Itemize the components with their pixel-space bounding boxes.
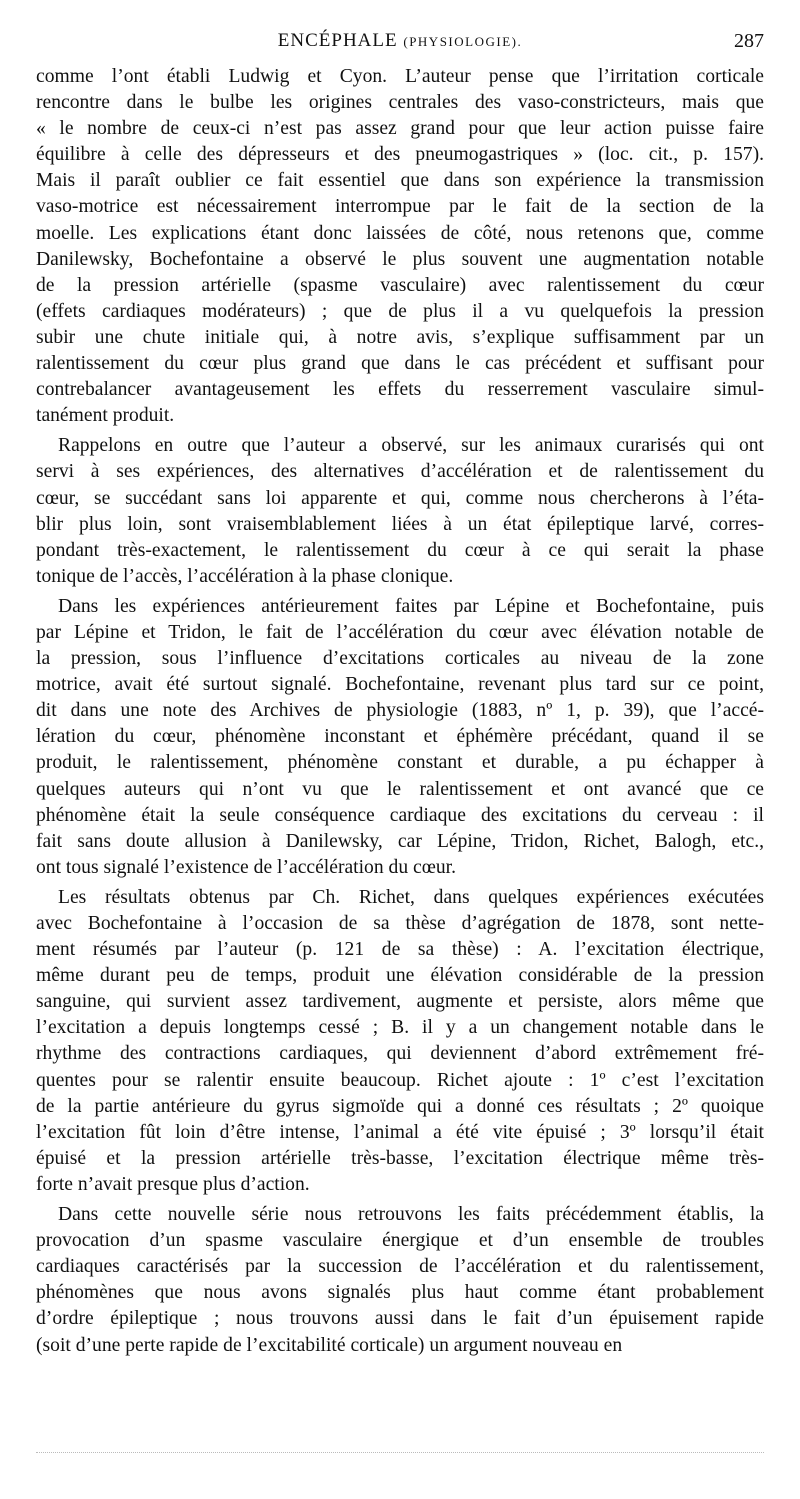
text-line: Danilewsky, Bochefontaine a observé le plus souvent une augmentation notable [36, 248, 764, 270]
text-line: ralentissement du cœur plus grand que dans le cas précédent et suffisant pour [36, 353, 764, 375]
text-line: l’excitation fût loin d’être intense, l’animal a été vite épuisé ; 3º lorsqu’il était [36, 1121, 764, 1143]
text-line: motrice, avait été surtout signalé. Bochefontaine, revenant plus tard sur ce point, [36, 674, 764, 696]
text-line: tonique de l’accès, l’accélération à la phase clonique. [36, 565, 454, 587]
running-head-title: ENCÉPHALE [277, 30, 398, 51]
text-line: quentes pour se ralentir ensuite beaucoup. Richet ajoute : 1º c’est l’excitation [36, 1069, 764, 1091]
text-line: Les résultats obtenus par Ch. Richet, dans quelques expériences exécutées [58, 886, 764, 908]
text-line: moelle. Les explications étant donc laissées de côté, nous retenons que, comme [36, 222, 764, 244]
text-line: phénomène était la seule conséquence cardiaque des excitations du cerveau : il [36, 804, 764, 826]
text-line: de la partie antérieure du gyrus sigmoïde qui a donné ces résultats ; 2º quoique [36, 1095, 764, 1117]
text-line: la pression, sous l’influence d’excitations corticales au niveau de la zone [36, 648, 764, 670]
text-line: lération du cœur, phénomène inconstant et éphémère précédant, quand il se [36, 726, 764, 748]
text-line: phénomènes que nous avons signalés plus haut comme étant probablement [36, 1282, 764, 1304]
text-line: épuisé et la pression artérielle très-basse, l’excitation électrique même très- [36, 1147, 764, 1169]
text-line: ment résumés par l’auteur (p. 121 de sa thèse) : A. l’excitation électrique, [36, 939, 764, 961]
text-line: rencontre dans le bulbe les origines centrales des vaso-constricteurs, mais que [36, 92, 764, 114]
text-line: même durant peu de temps, produit une élévation considérable de la pression [36, 965, 764, 987]
running-head-subtitle: (PHYSIOLOGIE). [403, 34, 523, 49]
text-line: « le nombre de ceux-ci n’est pas assez grand pour que leur action puisse faire [36, 118, 764, 140]
paragraph [36, 594, 764, 881]
text-line: équilibre à celle des dépresseurs et des pneumogastriques » (loc. cit., p. 157). [36, 144, 764, 166]
text-line: Dans les expériences antérieurement faites par Lépine et Bochefontaine, puis [58, 595, 764, 617]
text-line: produit, le ralentissement, phénomène constant et durable, a pu échapper à [36, 752, 764, 774]
text-line: Rappelons en outre que l’auteur a observé, sur les animaux curarisés qui ont [58, 435, 764, 457]
text-line: servi à ses expériences, des alternatives d’accélération et de ralentissement du [36, 461, 764, 483]
paragraph [36, 1202, 764, 1359]
text-line: par Lépine et Tridon, le fait de l’accélération du cœur avec élévation notable de [36, 621, 764, 643]
text-line: cardiaques caractérisés par la succession de l’accélération et du ralentissement, [36, 1256, 764, 1278]
text-line: subir une chute initiale qui, à notre avis, s’explique suffisamment par un [36, 326, 764, 348]
text-line: tanément produit. [36, 405, 175, 427]
text-line: avec Bochefontaine à l’occasion de sa thèse d’agrégation de 1878, sont nette- [36, 913, 764, 934]
paragraph [36, 885, 764, 1198]
text-line: blir plus loin, sont vraisemblablement liées à un état épileptique larvé, corres- [36, 513, 764, 535]
text-line: vaso-motrice est nécessairement interrompue par le fait de la section de la [36, 196, 764, 218]
text-line: forte n’avait presque plus d’action. [36, 1173, 310, 1195]
text-line: cœur, se succédant sans loi apparente et qui, comme nous chercherons à l’éta- [36, 487, 764, 509]
body-text [36, 64, 764, 1363]
text-line: Dans cette nouvelle série nous retrouvons les faits précédemment établis, la [58, 1204, 764, 1226]
text-line: l’excitation a depuis longtemps cessé ; B. il y a un changement notable dans le [36, 1017, 764, 1039]
text-line: provocation d’un spasme vasculaire énergique et d’un ensemble de troubles [36, 1230, 764, 1252]
text-line: quelques auteurs qui n’ont vu que le ralentissement et ont avancé que ce [36, 778, 764, 800]
text-line: (soit d’une perte rapide de l’excitabilité corticale) un argument nouveau en [36, 1334, 623, 1356]
running-head [36, 30, 764, 52]
text-line: pondant très-exactement, le ralentissement du cœur à ce qui serait la phase [36, 539, 764, 561]
text-line: sanguine, qui survient assez tardivement, augmente et persiste, alors même que [36, 991, 764, 1013]
page-header [36, 30, 764, 60]
text-line: comme l’ont établi Ludwig et Cyon. L’auteur pense que l’irritation corticale [36, 66, 764, 87]
page-number: 287 [734, 30, 764, 52]
text-line: rhythme des contractions cardiaques, qui deviennent d’abord extrêmement fré- [36, 1043, 764, 1065]
text-line: ont tous signalé l’existence de l’accélération du cœur. [36, 856, 457, 878]
text-line: dit dans une note des Archives de physiologie (1883, nº 1, p. 39), que l’accé- [36, 700, 764, 722]
paragraph [36, 64, 764, 429]
text-line: de la pression artérielle (spasme vasculaire) avec ralentissement du cœur [36, 274, 764, 296]
paragraph [36, 433, 764, 590]
page-bottom-rule [36, 1452, 764, 1453]
text-line: d’ordre épileptique ; nous trouvons aussi dans le fait d’un épuisement rapide [36, 1308, 764, 1330]
text-line: (effets cardiaques modérateurs) ; que de plus il a vu quelquefois la pression [36, 300, 764, 322]
text-line: Mais il paraît oublier ce fait essentiel que dans son expérience la transmission [36, 170, 764, 192]
text-line: contrebalancer avantageusement les effets du resserrement vasculaire simul- [36, 379, 764, 401]
text-line: fait sans doute allusion à Danilewsky, car Lépine, Tridon, Richet, Balogh, etc., [36, 830, 764, 852]
